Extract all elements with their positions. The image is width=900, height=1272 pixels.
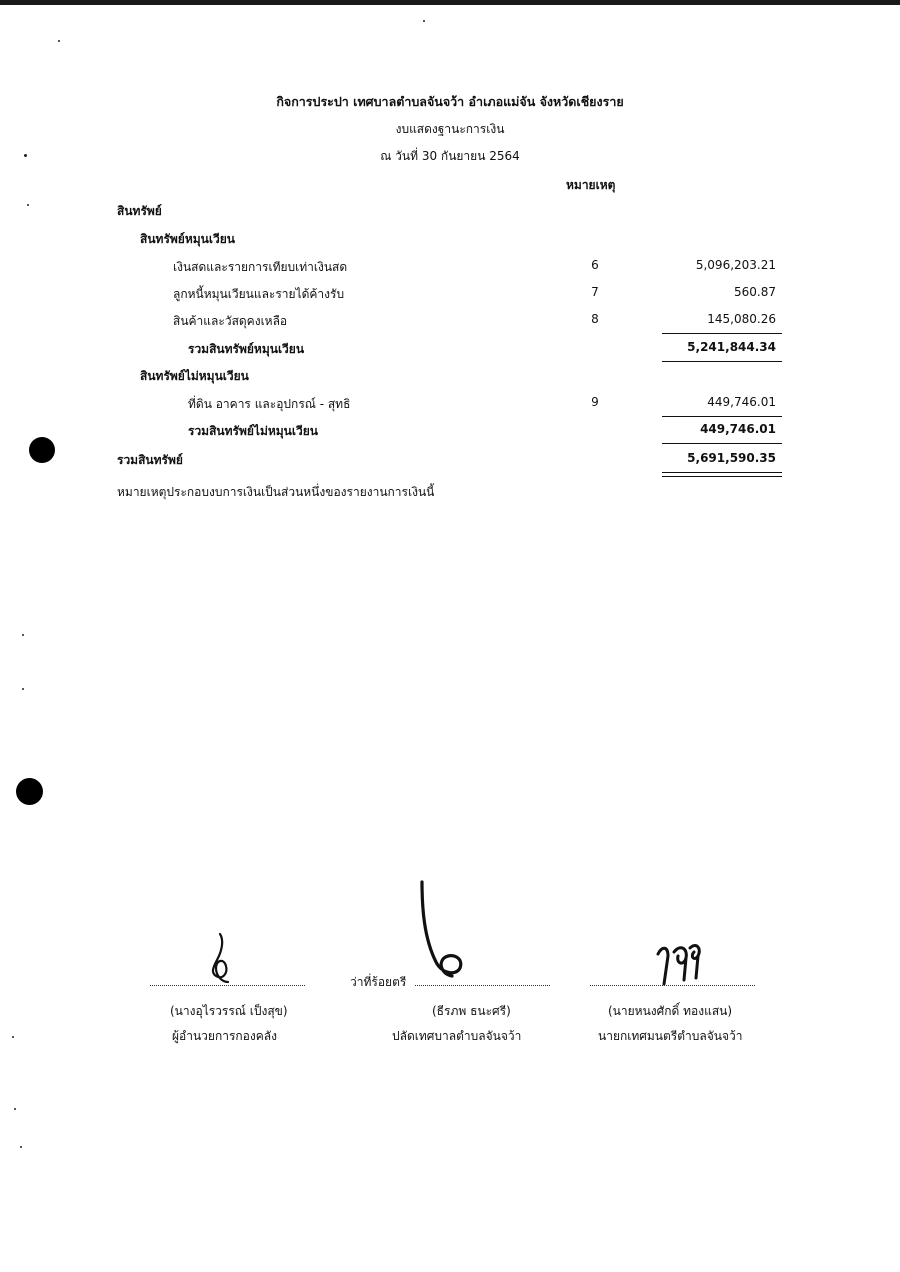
signatory-position: ผู้อำนวยการกองคลัง <box>172 1029 277 1043</box>
row-amount: 5,096,203.21 <box>695 258 776 272</box>
subtotal-underline <box>662 443 782 444</box>
row-note: 9 <box>591 395 599 409</box>
scan-speck <box>423 20 425 22</box>
hole-punch <box>16 778 43 805</box>
note-column-header: หมายเหตุ <box>566 178 616 192</box>
signatory-name: (นางอุไรวรรณ์ เป็งสุข) <box>170 1004 288 1018</box>
scan-speck <box>27 204 29 206</box>
row-label: เงินสดและรายการเทียบเท่าเงินสด <box>173 260 348 274</box>
signatory-name: (นายหนงศักดิ์ ทองแสน) <box>608 1004 733 1018</box>
scan-speck <box>24 154 27 157</box>
subtotal-rule <box>662 333 782 334</box>
signatory-name: (ธีรภพ ธนะศรี) <box>432 1004 511 1018</box>
row-note: 6 <box>591 258 599 272</box>
row-note: 8 <box>591 312 599 326</box>
row-amount: 145,080.26 <box>707 312 776 326</box>
non-current-assets-heading: สินทรัพย์ไม่หมุนเวียน <box>140 369 249 383</box>
current-assets-total-label: รวมสินทรัพย์หมุนเวียน <box>188 342 305 356</box>
scan-speck <box>58 40 60 42</box>
grand-total-double-rule <box>662 472 782 477</box>
statement-title: งบแสดงฐานะการเงิน <box>395 122 505 136</box>
statement-date: ณ วันที่ 30 กันยายน 2564 <box>380 149 520 163</box>
row-label: ลูกหนี้หมุนเวียนและรายได้ค้างรับ <box>173 287 345 301</box>
current-assets-total-amount: 5,241,844.34 <box>687 340 776 354</box>
subtotal-underline <box>662 361 782 362</box>
non-current-assets-total-label: รวมสินทรัพย์ไม่หมุนเวียน <box>188 424 318 438</box>
subtotal-rule <box>662 416 782 417</box>
footnote: หมายเหตุประกอบงบการเงินเป็นส่วนหนึ่งของรายงานการเงินนี้ <box>117 485 435 499</box>
row-note: 7 <box>591 285 599 299</box>
organization-line: กิจการประปา เทศบาลตำบลจันจว้า อำเภอแม่จัน จังหวัดเชียงราย <box>276 94 624 109</box>
assets-heading: สินทรัพย์ <box>117 204 162 218</box>
scan-speck <box>20 1146 22 1148</box>
scan-speck <box>22 688 24 690</box>
handwritten-signature <box>412 878 472 988</box>
row-amount: 449,746.01 <box>707 395 776 409</box>
signature-line <box>150 985 305 986</box>
total-assets-amount: 5,691,590.35 <box>687 451 776 465</box>
scan-top-edge <box>0 0 900 5</box>
signature-line <box>590 985 755 986</box>
handwritten-signature <box>202 930 242 990</box>
handwritten-signature <box>652 938 712 988</box>
current-assets-heading: สินทรัพย์หมุนเวียน <box>140 232 235 246</box>
signatory-position: นายกเทศมนตรีตำบลจันจว้า <box>598 1029 743 1043</box>
hole-punch <box>29 437 55 463</box>
scan-speck <box>14 1108 16 1110</box>
row-amount: 560.87 <box>734 285 776 299</box>
non-current-assets-total-amount: 449,746.01 <box>700 422 776 436</box>
signatory-position: ปลัดเทศบาลตำบลจันจว้า <box>392 1029 522 1043</box>
scan-speck <box>12 1036 14 1038</box>
signature-line <box>415 985 550 986</box>
row-label: ที่ดิน อาคาร และอุปกรณ์ - สุทธิ <box>188 397 351 411</box>
total-assets-label: รวมสินทรัพย์ <box>117 453 183 467</box>
row-label: สินค้าและวัสดุคงเหลือ <box>173 314 288 328</box>
signatory-rank-prefix: ว่าที่ร้อยตรี <box>350 975 407 989</box>
scan-speck <box>22 634 24 636</box>
